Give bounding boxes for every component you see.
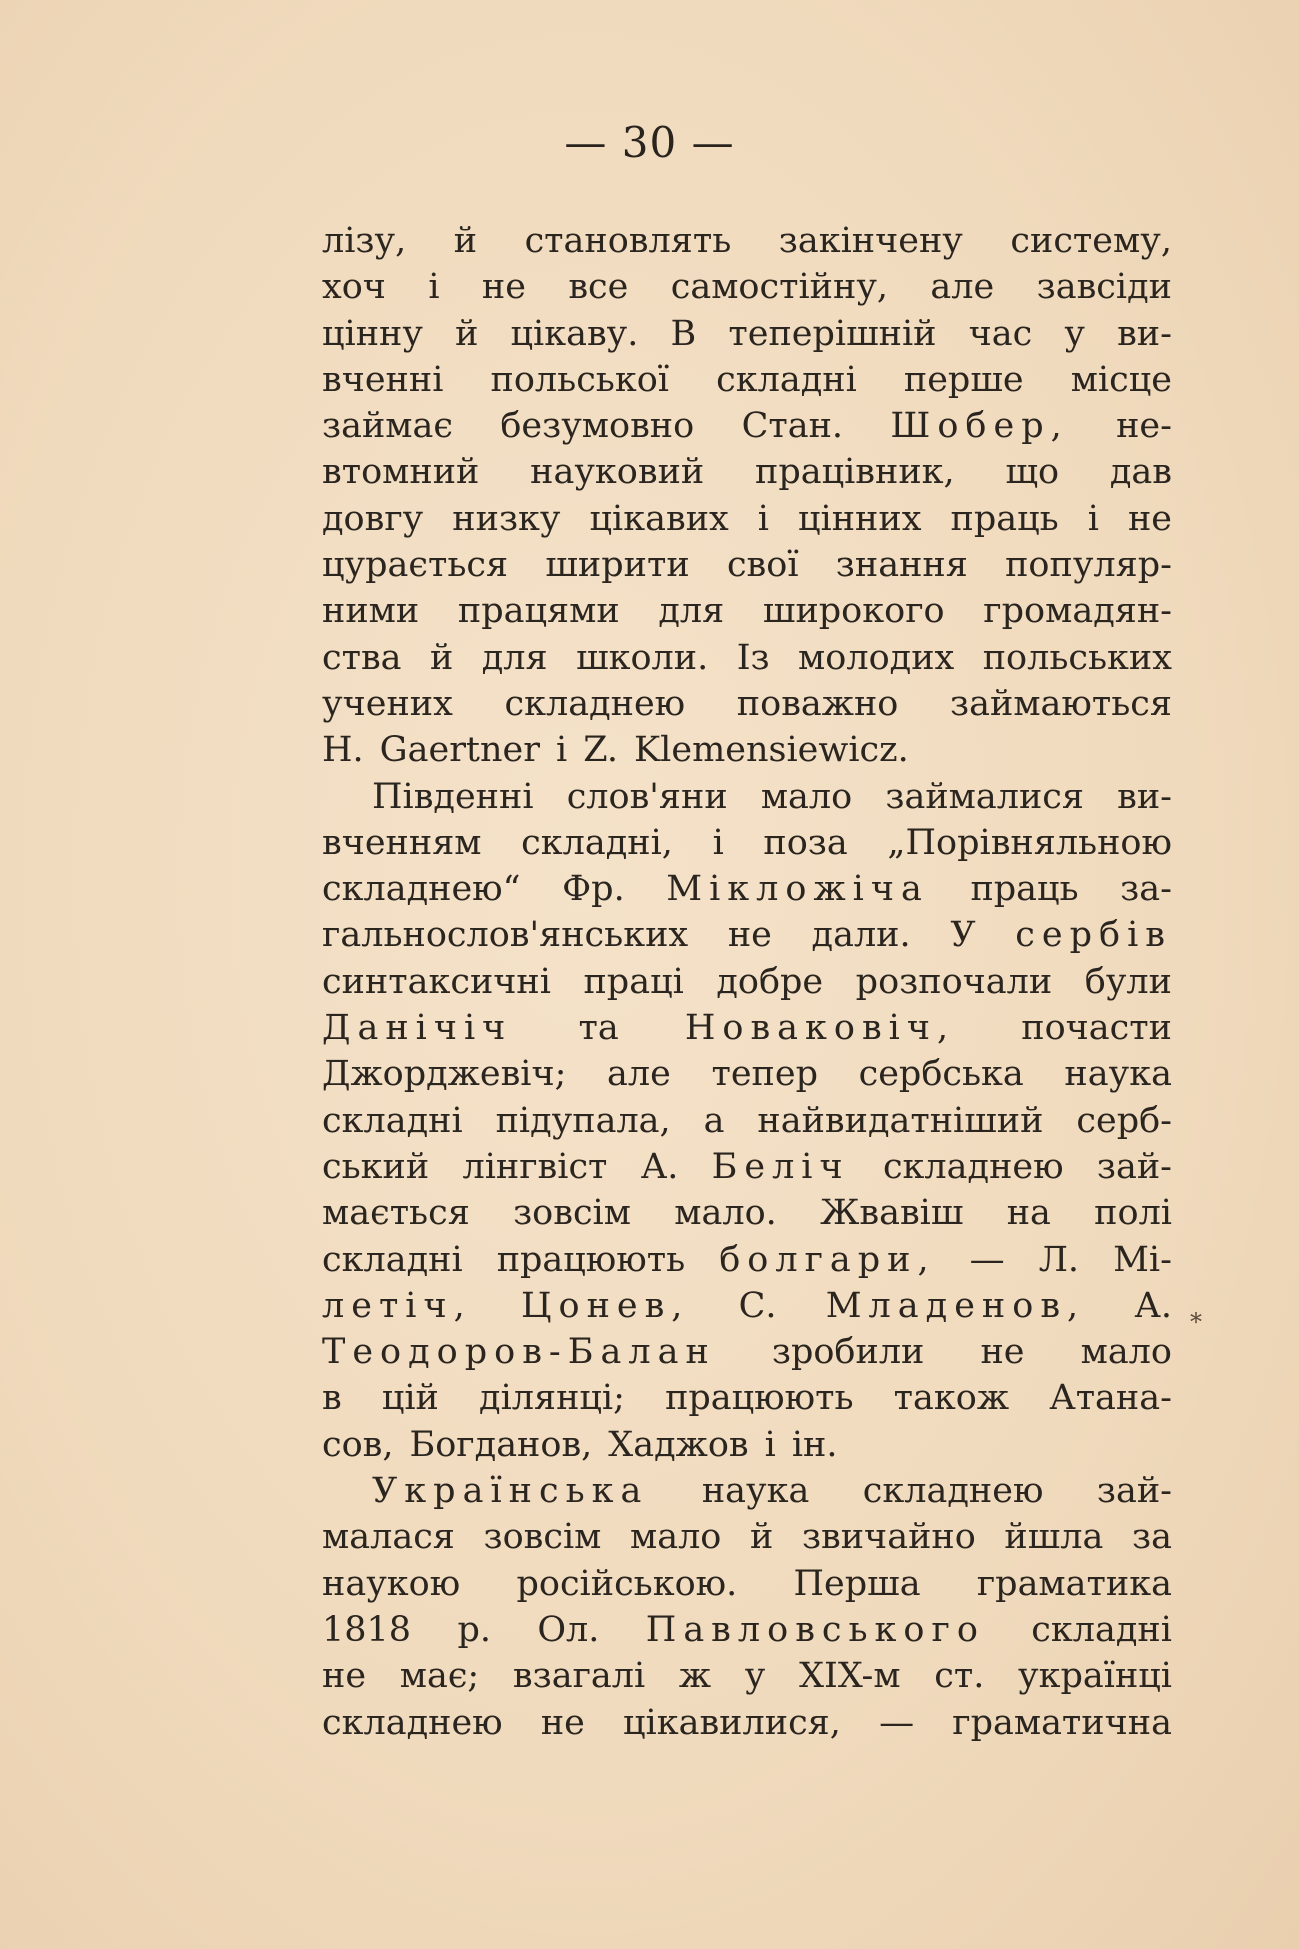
word: та (578, 1008, 619, 1049)
word: зовсім (483, 1517, 602, 1558)
word: і (757, 498, 769, 539)
word: у (1064, 313, 1085, 354)
word: зробили (771, 1332, 925, 1373)
text-line (322, 1283, 1172, 1329)
word: серб- (1076, 1100, 1172, 1141)
word: дав (1109, 452, 1172, 493)
word: малася (322, 1517, 455, 1558)
word: українці (1018, 1656, 1172, 1697)
text-line (322, 820, 1172, 866)
text-line (322, 1514, 1172, 1560)
word: зовсім (513, 1193, 631, 1234)
text-line (322, 542, 1172, 588)
word: й (453, 221, 478, 261)
word: час (968, 313, 1033, 354)
word: низку (452, 498, 561, 539)
word: але (607, 1054, 671, 1095)
word: слов'яни (566, 776, 728, 817)
word: молодих (798, 637, 955, 678)
word: наукою (322, 1563, 461, 1604)
word: Данічіч (322, 1008, 513, 1049)
word: підупала, (495, 1100, 671, 1141)
word: Л. (1038, 1239, 1080, 1280)
word: займаються (950, 683, 1172, 724)
word: польської (490, 359, 670, 400)
word: цінних (798, 498, 922, 539)
word: праць (970, 869, 1079, 910)
word: широкого (762, 591, 945, 632)
text-line (322, 264, 1172, 310)
word: мало (760, 776, 853, 817)
word: гальнослов'янських (322, 915, 689, 956)
word: у (744, 1656, 766, 1697)
word: цікавилися, (623, 1702, 841, 1743)
word: працюють (496, 1239, 686, 1280)
paragraph (322, 1468, 1172, 1746)
word: Хаджов (608, 1424, 749, 1465)
text-line (322, 218, 1172, 264)
text-line (322, 1653, 1172, 1699)
word: болгари, (719, 1239, 936, 1280)
word: Перша (793, 1563, 921, 1604)
word: теперішній (728, 313, 937, 354)
word: Беліч (711, 1146, 850, 1187)
word: має; (399, 1656, 480, 1697)
word: для (481, 637, 548, 678)
word: завсіди (1036, 267, 1172, 308)
word: ширити (545, 545, 690, 586)
word: Жвавіш (820, 1193, 964, 1234)
word: мало. (674, 1193, 777, 1234)
word: займалися (885, 776, 1084, 817)
word: не- (1116, 406, 1172, 447)
word: Південні (372, 776, 534, 817)
text-line (322, 403, 1172, 449)
word: довгу (322, 498, 424, 539)
word: на (1006, 1193, 1051, 1234)
word: полі (1094, 1193, 1172, 1234)
word: учених (322, 683, 453, 724)
word: А. (1134, 1285, 1172, 1326)
word: не (322, 1656, 367, 1697)
word: й (429, 637, 454, 678)
text-line (322, 1098, 1172, 1144)
word: XIX-м (799, 1656, 901, 1697)
word: свої (726, 545, 799, 586)
word: праці (583, 961, 684, 1002)
word: H. (322, 730, 364, 771)
text-line (322, 1144, 1172, 1190)
word: за (1131, 1517, 1172, 1558)
text-line (322, 912, 1172, 958)
word: складні (322, 1100, 463, 1141)
page-number: — 30 — (564, 118, 735, 167)
word: складні (716, 359, 857, 400)
word: складнею (862, 1471, 1044, 1512)
word: в (322, 1378, 342, 1419)
word: зай- (1096, 1471, 1172, 1512)
word: ж (678, 1656, 712, 1697)
word: займає (322, 406, 453, 447)
text-line (322, 311, 1172, 357)
word: мало (629, 1517, 722, 1558)
word: поважно (736, 683, 899, 724)
word: Фр. (562, 869, 625, 910)
word: й (750, 1517, 774, 1558)
word: складнею (882, 1146, 1064, 1187)
word: синтаксичні (322, 961, 551, 1002)
word: Атана- (1049, 1378, 1172, 1419)
word: складні, (521, 822, 673, 863)
word: систему, (1010, 221, 1172, 261)
word: А. (640, 1146, 679, 1187)
word: У (950, 915, 976, 956)
word: тепер (711, 1054, 818, 1095)
word: Мі- (1113, 1239, 1172, 1280)
text-line (322, 774, 1172, 820)
text-line (322, 1237, 1172, 1283)
word: школи. (576, 637, 709, 678)
word: працями (457, 591, 620, 632)
word: цікавих (589, 498, 729, 539)
word: мало (1080, 1332, 1172, 1373)
word: йшла (1004, 1517, 1104, 1558)
text-line (322, 959, 1172, 1005)
word: складнею (322, 1702, 503, 1743)
word: Шобер, (890, 406, 1069, 447)
word: місце (1070, 359, 1172, 400)
word: і (712, 822, 724, 863)
word: сербів (1015, 915, 1172, 956)
word: але (930, 267, 995, 308)
text-line (322, 1700, 1172, 1746)
word: Стан. (741, 406, 844, 447)
word: — (969, 1239, 1005, 1280)
word: найвидатніший (757, 1100, 1044, 1141)
word: р. (457, 1609, 491, 1650)
paragraph (322, 218, 1172, 774)
word: а (703, 1100, 725, 1141)
word: Цонев, (520, 1285, 690, 1326)
text-line (322, 1468, 1172, 1514)
word: польських (982, 637, 1172, 678)
word: ними (322, 591, 420, 632)
word: звичайно (801, 1517, 976, 1558)
text-line (322, 1375, 1172, 1421)
word: безумовно (500, 406, 695, 447)
word: що (1005, 452, 1060, 493)
word: й (455, 313, 479, 354)
word: Новаковіч, (684, 1008, 956, 1049)
word: Із (736, 637, 770, 678)
word: Українська (372, 1471, 649, 1512)
word: ський (322, 1146, 430, 1187)
word: закінчену (778, 221, 963, 261)
word: складнею (504, 683, 686, 724)
word: Gaertner (379, 730, 540, 771)
word: Младенов, (825, 1285, 1086, 1326)
word: і (428, 267, 440, 308)
word: граматика (976, 1563, 1172, 1604)
text-line (322, 1561, 1172, 1607)
text-line (322, 635, 1172, 681)
text-line (322, 1329, 1172, 1375)
word: популяр- (1005, 545, 1172, 586)
word: Ол. (537, 1609, 600, 1650)
word: складні (1031, 1609, 1172, 1650)
word: не (727, 915, 772, 956)
word: сов, (322, 1424, 394, 1465)
margin-mark: * (1190, 1308, 1202, 1336)
word: становлять (524, 221, 732, 261)
word: 1818 (322, 1609, 412, 1650)
word: втомний (322, 452, 480, 493)
word: дали. (811, 915, 911, 956)
text-line (322, 449, 1172, 495)
word: за- (1120, 869, 1172, 910)
text-line (322, 1190, 1172, 1236)
text-line (322, 1607, 1172, 1653)
word: цій (381, 1378, 439, 1419)
text-line (322, 357, 1172, 403)
word: розпочали (855, 961, 1053, 1002)
word: не (540, 1702, 585, 1743)
word: працівник, (755, 452, 955, 493)
paragraph (322, 774, 1172, 1468)
word: громадян- (983, 591, 1172, 632)
text-line (322, 588, 1172, 634)
word: самостійну, (670, 267, 889, 308)
word: також (893, 1378, 1010, 1419)
word: ви- (1117, 313, 1172, 354)
text-line (322, 866, 1172, 912)
word: складнею“ (322, 869, 521, 910)
text-line (322, 1005, 1172, 1051)
word: — (879, 1702, 915, 1743)
word: Теодоров-Балан (322, 1332, 716, 1373)
word: науковий (530, 452, 705, 493)
word: летіч, (322, 1285, 472, 1326)
word: знання (835, 545, 968, 586)
word: С. (738, 1285, 777, 1326)
word: Z. (583, 730, 619, 771)
word: ін. (791, 1424, 838, 1465)
word: і (764, 1424, 776, 1465)
word: взагалі (512, 1656, 646, 1697)
word: ви- (1117, 776, 1172, 817)
word: були (1084, 961, 1172, 1002)
word: ства (322, 637, 402, 678)
word: наука (701, 1471, 810, 1512)
text-line (322, 1422, 1172, 1468)
text-line (322, 1051, 1172, 1097)
word: зай- (1096, 1146, 1172, 1187)
word: лізу, (322, 221, 407, 261)
word: не (1127, 498, 1172, 539)
word: ділянці; (479, 1378, 625, 1419)
word: перше (903, 359, 1024, 400)
word: мається (322, 1193, 470, 1234)
text-line (322, 496, 1172, 542)
word: і (1087, 498, 1099, 539)
text-line (322, 681, 1172, 727)
word: складні (322, 1239, 463, 1280)
word: добре (716, 961, 824, 1002)
word: для (658, 591, 725, 632)
body-text (322, 218, 1172, 1746)
word: російською. (516, 1563, 738, 1604)
word: все (568, 267, 629, 308)
word: почасти (1021, 1008, 1172, 1049)
word: поза (763, 822, 848, 863)
word: Джорджевіч; (322, 1054, 567, 1095)
word: граматична (952, 1702, 1172, 1743)
word: Богданов, (409, 1424, 593, 1465)
word: В (670, 313, 697, 354)
word: i (555, 730, 568, 771)
word: вченням (322, 822, 482, 863)
word: „Порівняльною (887, 822, 1172, 863)
word: хоч (322, 267, 386, 308)
word: не (481, 267, 526, 308)
word: наука (1064, 1054, 1172, 1095)
word: сербська (858, 1054, 1024, 1095)
word: лінгвіст (462, 1146, 608, 1187)
word: ст. (934, 1656, 985, 1697)
word: Klemensiewicz. (634, 730, 909, 771)
word: Мікложіча (666, 869, 929, 910)
word: праць (950, 498, 1059, 539)
word: Павловського (645, 1609, 985, 1650)
word: цінну (322, 313, 423, 354)
word: цурається (322, 545, 509, 586)
word: цікаву. (510, 313, 639, 354)
text-line (322, 727, 1172, 773)
word: вченні (322, 359, 444, 400)
word: не (980, 1332, 1025, 1373)
word: працюють (665, 1378, 854, 1419)
